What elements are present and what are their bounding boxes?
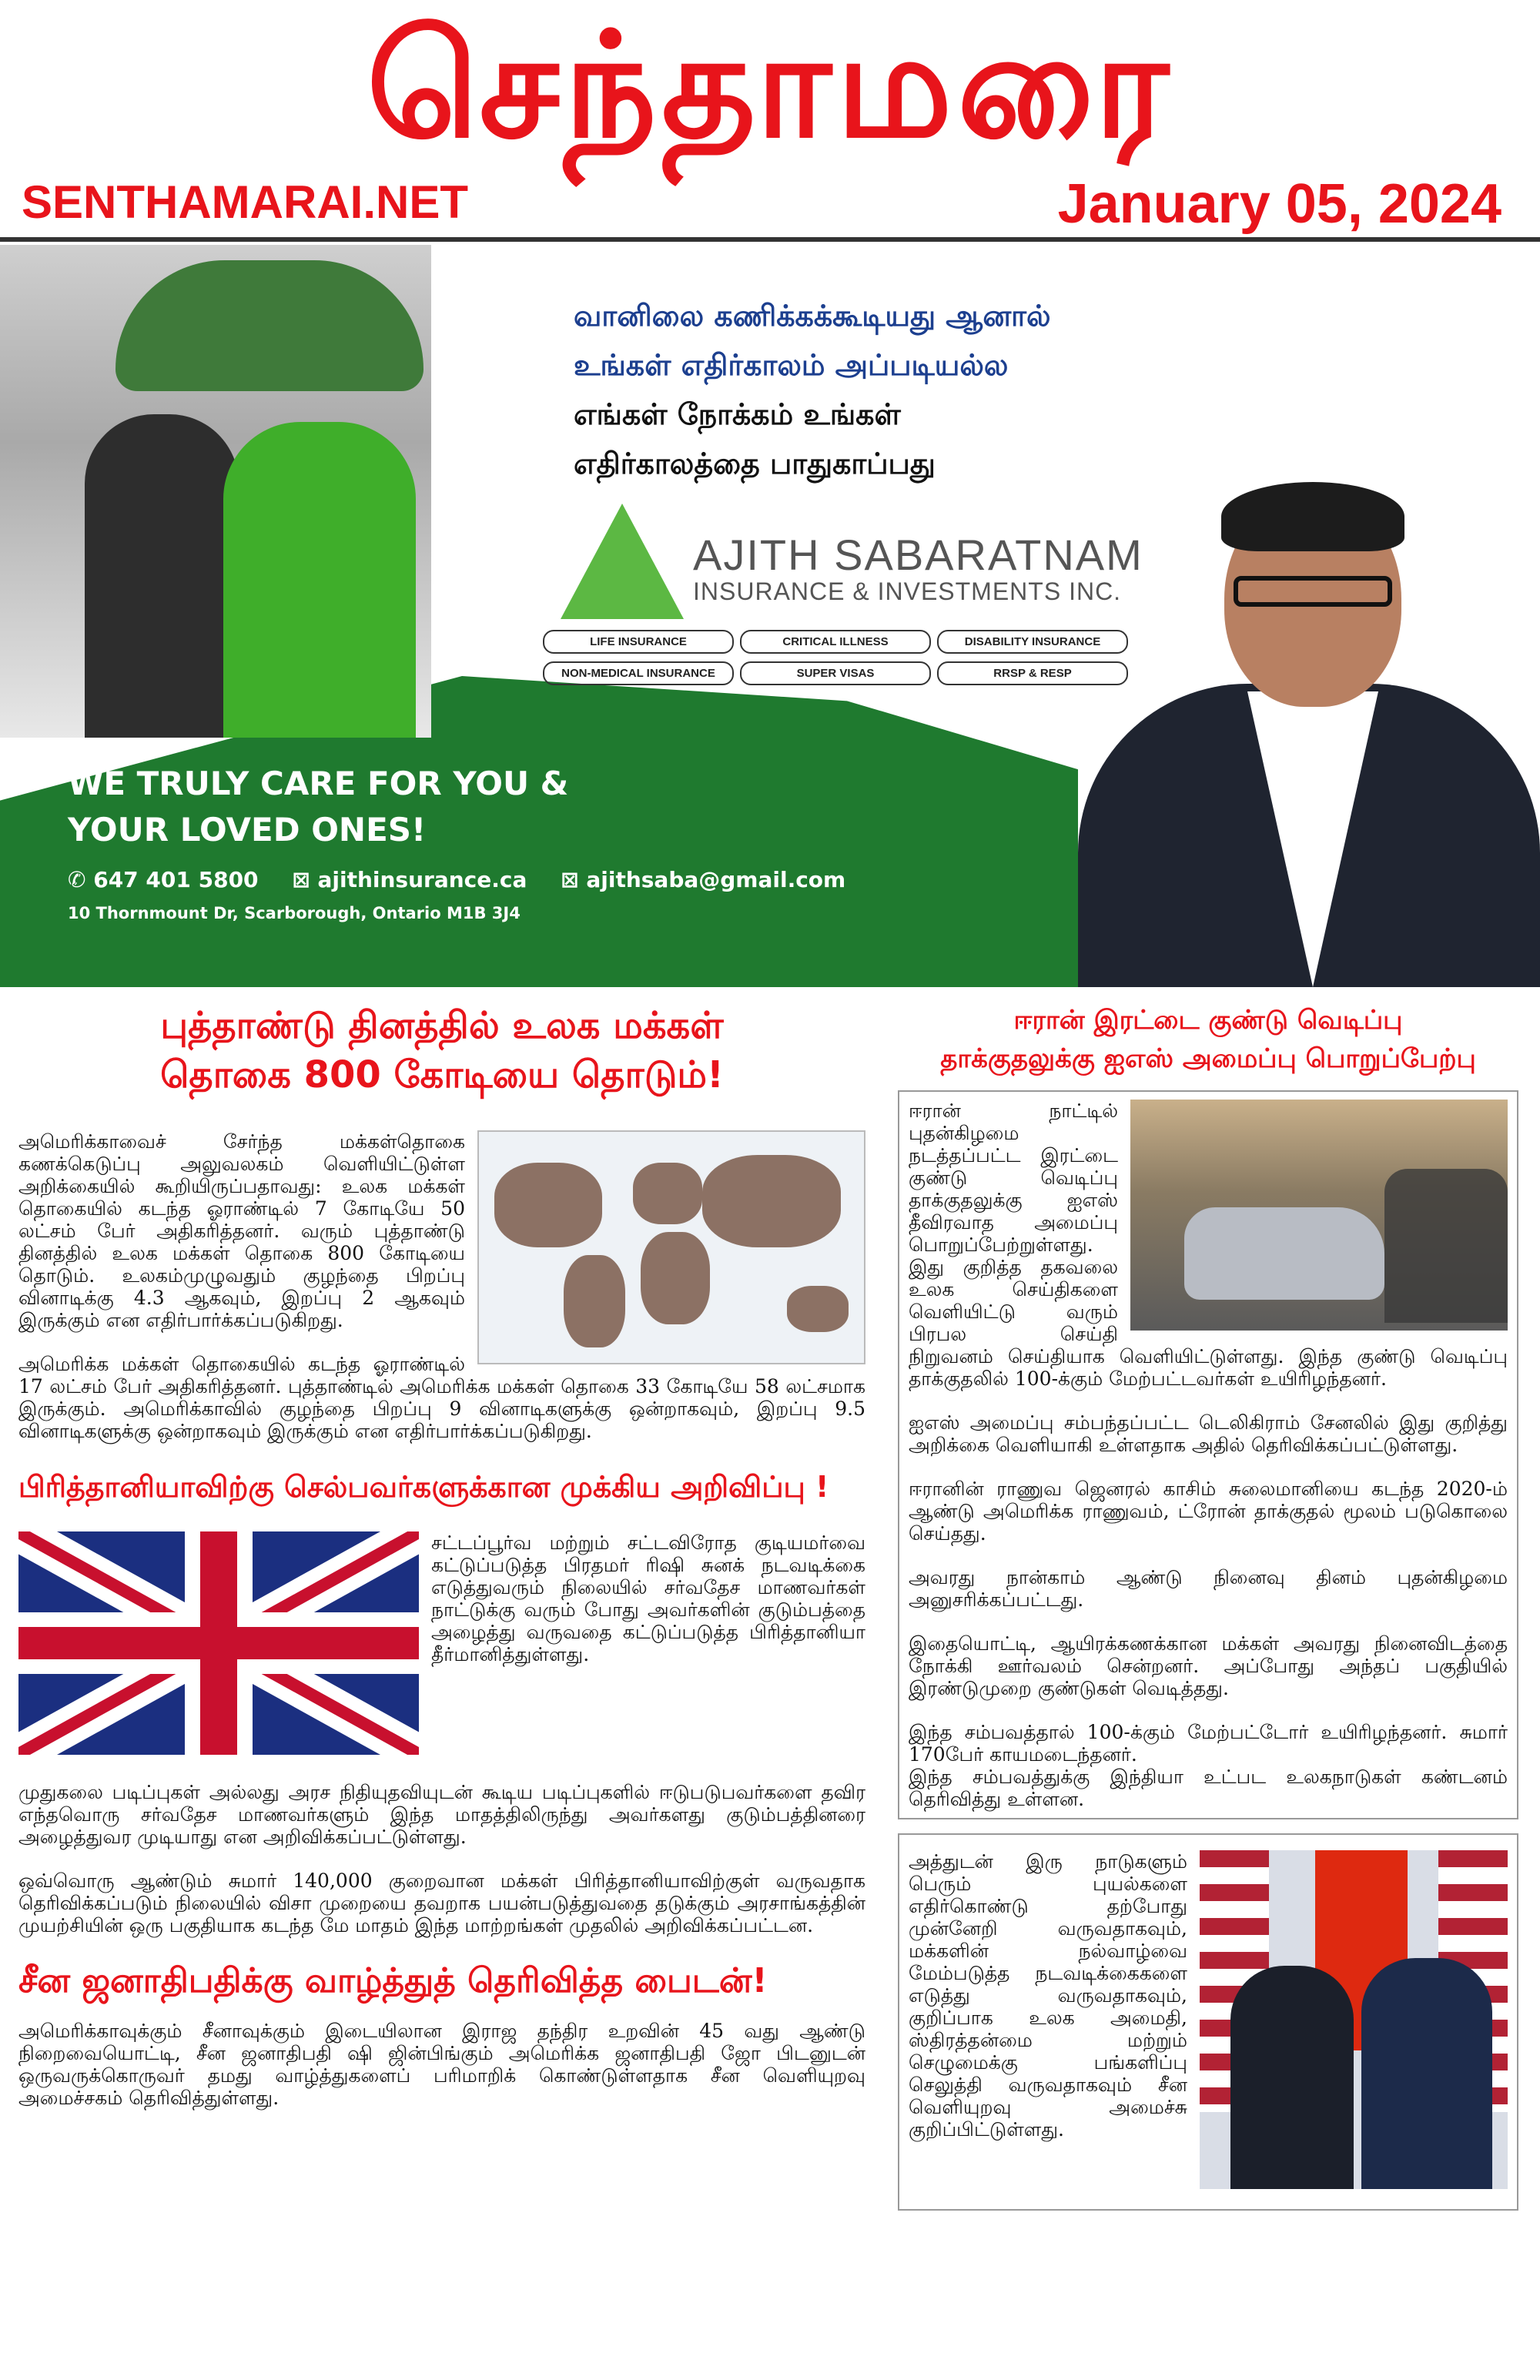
umbrella-icon — [116, 260, 424, 391]
company-name: AJITH SABARATNAM — [693, 531, 1143, 579]
crowd-figure — [1384, 1169, 1508, 1323]
biden-continuation-box — [898, 1833, 1518, 2211]
map-continent — [564, 1255, 625, 1347]
service-badge: LIFE INSURANCE — [543, 630, 734, 654]
article-paragraph: அவரது நான்காம் ஆண்டு நினைவு தினம் புதன்கிழமை அனுசரிக்கப்பட்டது. — [909, 1566, 1508, 1611]
map-continent — [633, 1163, 702, 1224]
article-paragraph: ஈரான் நாட்டில் புதன்கிழமை நடத்தப்பட்ட இரட்டை குண்டு வெடிப்பு தாக்குதலுக்கு ஐஎஸ் தீவிரவாத அமைப்பு பொறுப்பேற்றுள்ளது. இது குறித்த தகவலை உலக செய்திகளை வெளியிட்டு வரும் பிரபல செய்தி நிறுவனம் செய்தியாக வெளியிட்டுள்ளது. இந்த குண்டு வெடிப்பு தாக்குதலில் 100-க்கும் மேற்பட்டவர்கள் உயிரிழந்தனர். — [909, 1100, 1508, 1390]
article-headline: சீன ஜனாதிபதிக்கு வாழ்த்துத் தெரிவித்த பைடன்! — [18, 1961, 768, 2000]
service-badge: NON-MEDICAL INSURANCE — [543, 661, 734, 685]
service-badge: CRITICAL ILLNESS — [740, 630, 931, 654]
ad-contact-row — [68, 867, 872, 892]
flag-stripe — [200, 1531, 237, 1755]
world-map-image — [477, 1130, 865, 1364]
ad-tagline-line: எதிர்காலத்தை பாதுகாப்பது — [574, 447, 936, 480]
ad-tagline — [574, 291, 1190, 488]
leader-figure — [1361, 1958, 1492, 2189]
map-continent — [494, 1163, 602, 1247]
ad-person-right — [223, 422, 416, 738]
issue-date: January 05, 2024 — [1057, 173, 1502, 235]
article-paragraph: இந்த சம்பவத்தால் 100-க்கும் மேற்பட்டோர் உயிரிழந்தனர். சுமார் 170பேர் காயமடைந்தனர். — [909, 1721, 1508, 1766]
article-paragraph: சட்டப்பூர்வ மற்றும் சட்டவிரோத குடியமர்வை கட்டுப்படுத்த பிரதமர் ரிஷி சுனக் நடவடிக்கை எடுத்துவரும் நிலையில் சர்வதேச மாணவர்கள் நாட்டுக்கு வரும் போது அவர்களின் குடும்பத்தை அழைத்து வருவதை கட்டுப்படுத்த பிரித்தானியா தீர்மானித்துள்ளது. — [431, 1531, 865, 1665]
ad-address: 10 Thornmount Dr, Scarborough, Ontario M1B 3J4 — [68, 904, 521, 922]
leaders-photo — [1200, 1850, 1508, 2189]
damaged-car — [1184, 1207, 1384, 1300]
ad-slogan-line: WE TRULY CARE FOR YOU & — [68, 765, 569, 802]
ad-slogan-line: YOUR LOVED ONES! — [68, 811, 427, 849]
article-paragraph: அமெரிக்க மக்கள் தொகையில் கடந்த ஓராண்டில் 17 லட்சம் பேர் அதிகரித்தனர். புத்தாண்டில் அமெரிக்க மக்கள் தொகை 33 கோடியே 58 லட்சமாக இருக்கும். அமெரிக்காவில் குழந்தை பிறப்பு 9 வினாடிகளுக்கு ஒன்றாகவும், இறப்பு 9.5 வினாடிகளுக்கு ஒன்றாகவும் இருக்கும் என எதிர்பார்க்கப்படுகிறது. — [18, 1353, 865, 1442]
agent-portrait — [1055, 460, 1540, 987]
ad-tagline-line: எங்கள் நோக்கம் உங்கள் — [574, 397, 901, 431]
blast-scene-image — [1130, 1100, 1508, 1331]
service-list — [543, 630, 1128, 685]
map-continent — [787, 1286, 849, 1332]
ad-slogan — [68, 761, 568, 853]
newspaper-title: செந்தாமரை — [366, 2, 1174, 170]
article-paragraph: ஈரானின் ராணுவ ஜெனரல் காசிம் சுலைமானியை கடந்த 2020-ம் ஆண்டு அமெரிக்க ராணுவம், ட்ரோன் தாக்குதல் மூலம் படுகொலை செய்தது. — [909, 1478, 1508, 1545]
phone-number[interactable]: ✆ 647 401 5800 — [68, 867, 259, 892]
left-column — [18, 1001, 865, 2109]
article-headline — [18, 1001, 865, 1100]
iran-article-box — [898, 1090, 1518, 1819]
article-paragraph: ஐஎஸ் அமைப்பு சம்பந்தப்பட்ட டெலிகிராம் சேனலில் இது குறித்து அறிக்கை வெளியாகி உள்ளதாக அதில் தெரிவிக்கப்பட்டுள்ளது. — [909, 1411, 1508, 1456]
ad-tagline-line: வானிலை கணிக்கக்கூடியது ஆனால் — [574, 299, 1051, 333]
leader-figure — [1230, 1966, 1354, 2189]
article-paragraph: அத்துடன் இரு நாடுகளும் பெரும் புயல்களை எதிர்கொண்டு தற்போது முன்னேறி வருவதாகவும், மக்களின் நல்வாழ்வை மேம்படுத்த நடவடிக்கைகளை எடுத்து வருவதாகவும், குறிப்பாக உலக அமைதி, ஸ்திரத்தன்மை மற்றும் செழுமைக்கு பங்களிப்பு செலுத்தி வருவதாகவும் சீன வெளியுறவு அமைச்சு குறிப்பிட்டுள்ளது. — [909, 1850, 1187, 2141]
email-link[interactable]: ⊠ ajithsaba@gmail.com — [561, 867, 846, 892]
headline-line: தாக்குதலுக்கு ஐஎஸ் அமைப்பு பொறுப்பேற்பு — [940, 1043, 1476, 1074]
company-logo-icon — [561, 504, 684, 619]
portrait-hair — [1221, 482, 1404, 551]
article-paragraph: முதுகலை படிப்புகள் அல்லது அரச நிதியுதவியுடன் கூடிய படிப்புகளில் ஈடுபடுபவர்களை தவிர எந்தவொரு சர்வதேச மாணவர்களும் இந்த மாதத்திலிருந்து அவர்களது குடும்பத்தினரை அழைத்துவர முடியாது என அறிவிக்கப்பட்டுள்ளது. — [18, 1781, 865, 1848]
headline-line: தொகை 800 கோடியை தொடும்! — [160, 1053, 724, 1096]
map-continent — [702, 1155, 841, 1247]
uk-flag-image — [18, 1531, 419, 1755]
right-column — [898, 1001, 1518, 2211]
article-paragraph: ஒவ்வொரு ஆண்டும் சுமார் 140,000 குறைவான மக்கள் பிரித்தானியாவிற்குள் வருவதாக தெரிவிக்கப்படும் நிலையில் விசா முறையை தவறாக பயன்படுத்துவதை தடுக்கும் அரசாங்கத்தின் முயற்சியின் ஒரு பகுதியாக கடந்த மே மாதம் இந்த மாற்றங்கள் முதலில் அறிவிக்கப்பட்டன. — [18, 1870, 865, 1936]
map-continent — [641, 1232, 710, 1324]
article-headline — [898, 1001, 1518, 1078]
headline-line: ஈரான் இரட்டை குண்டு வெடிப்பு — [1013, 1005, 1403, 1036]
article-paragraph: இதையொட்டி, ஆயிரக்கணக்கான மக்கள் அவரது நினைவிடத்தை நோக்கி ஊர்வலம் சென்றனர். அப்போது அந்தப் பகுதியில் இரண்டுமுறை குண்டுகள் வெடித்தது. — [909, 1632, 1508, 1699]
company-subtitle: INSURANCE & INVESTMENTS INC. — [693, 577, 1122, 605]
headline-line: புத்தாண்டு தினத்தில் உலக மக்கள் — [160, 1004, 724, 1047]
site-link[interactable]: SENTHAMARAI.NET — [22, 176, 468, 228]
glasses-icon — [1234, 576, 1392, 607]
ad-tagline-line: உங்கள் எதிர்காலம் அப்படியல்ல — [574, 348, 1009, 382]
insurance-advertisement[interactable] — [0, 245, 1540, 987]
service-badge: SUPER VISAS — [740, 661, 931, 685]
website-link[interactable]: ⊠ ajithinsurance.ca — [292, 867, 527, 892]
article-headline: பிரித்தானியாவிற்கு செல்பவர்களுக்கான முக்கிய அறிவிப்பு ! — [18, 1470, 829, 1504]
masthead — [0, 0, 1540, 245]
article-paragraph: அமெரிக்காவுக்கும் சீனாவுக்கும் இடையிலான இராஜ தந்திர உறவின் 45 வது ஆண்டு நிறைவையொட்டி, சீன ஜனாதிபதி ஷி ஜின்பிங்கும் அமெரிக்க ஜனாதிபதி ஜோ பிடனுடன் ஒருவருக்கொருவர் தமது வாழ்த்துகளைப் பரிமாறிக் கொண்டுள்ளதாக சீன வெளியுறவு அமைச்சகம் தெரிவித்துள்ளது. — [18, 2020, 865, 2109]
ad-couple-photo — [0, 245, 431, 738]
masthead-divider — [0, 237, 1540, 242]
service-badge: RRSP & RESP — [937, 661, 1128, 685]
article-paragraph: அமெரிக்காவைச் சேர்ந்த மக்கள்தொகை கணக்கெடுப்பு அலுவலகம் வெளியிட்டுள்ள அறிக்கையில் கூறியிருப்பதாவது: உலக மக்கள் தொகையில் கடந்த ஓராண்டில் 7 கோடியே 50 லட்சம் பேர் அதிகரித்தனர். வரும் புத்தாண்டு தினத்தில் உலக மக்கள் தொகை 800 கோடியை தொடும். உலகம்முழுவதும் குழந்தை பிறப்பு வினாடிக்கு 4.3 ஆகவும், இறப்பு 2 ஆகவும் இருக்கும் என எதிர்பார்க்கப்படுகிறது. — [18, 1130, 465, 1331]
ad-person-left — [85, 414, 239, 738]
article-paragraph: இந்த சம்பவத்துக்கு இந்தியா உட்பட உலகநாடுகள் கண்டனம் தெரிவித்து உள்ளன. — [909, 1766, 1508, 1810]
service-badge: DISABILITY INSURANCE — [937, 630, 1128, 654]
